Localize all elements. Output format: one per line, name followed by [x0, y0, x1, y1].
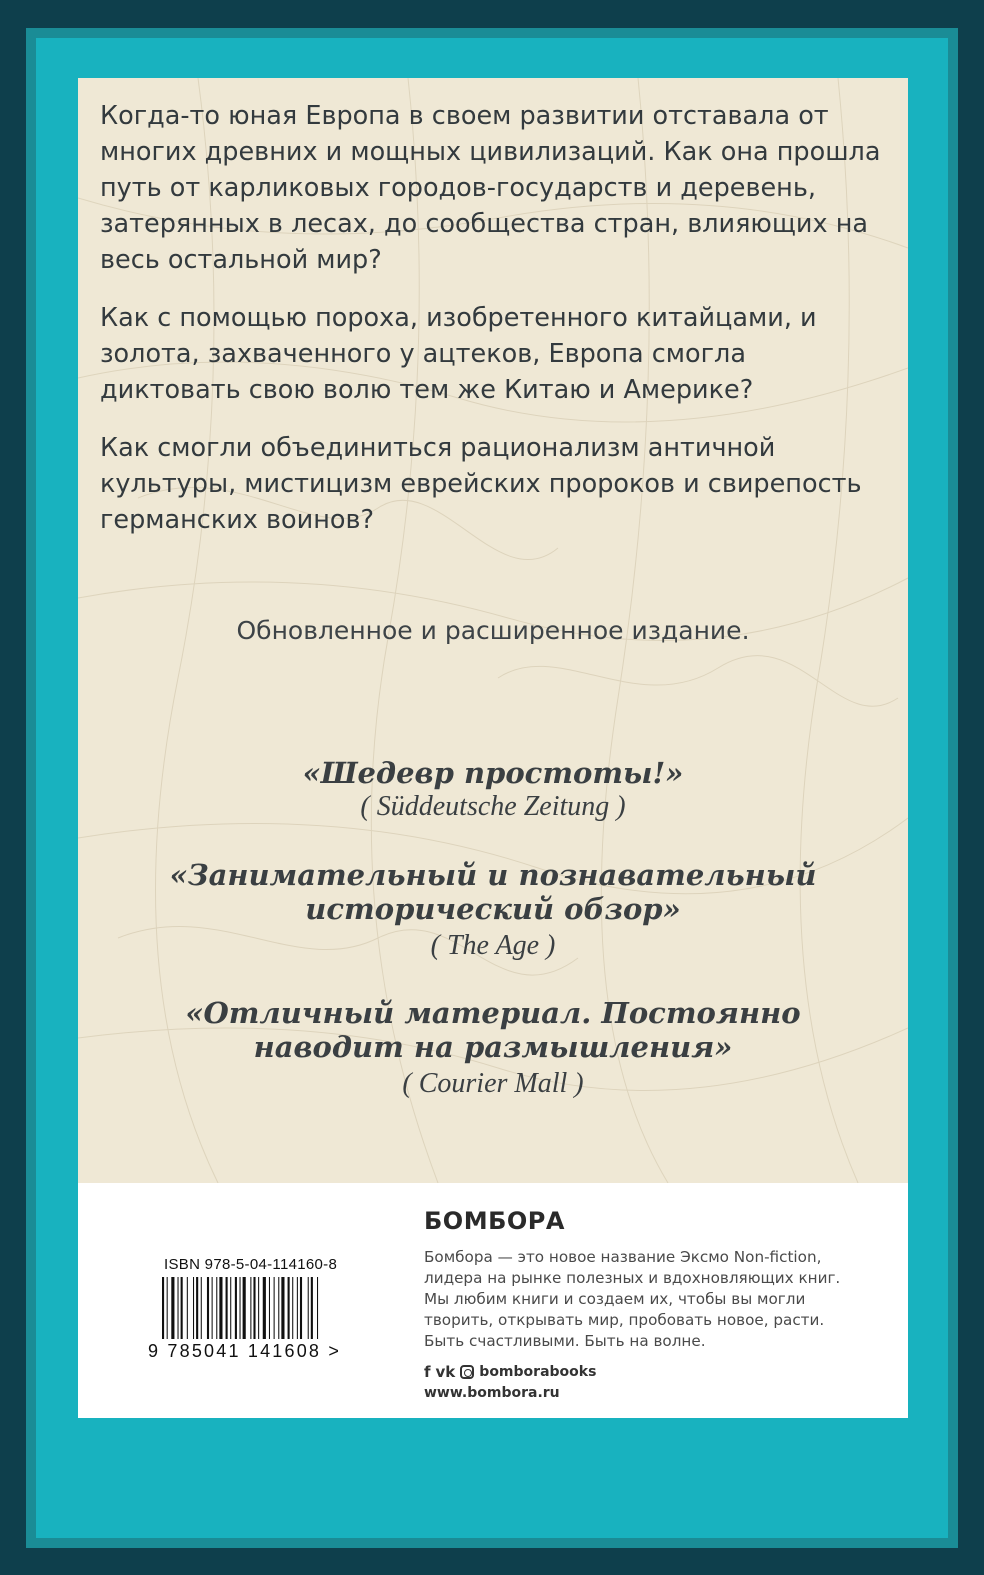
description-text [100, 98, 890, 560]
barcode-digits: 9 785041 141608 > [148, 1341, 342, 1361]
publisher-description [424, 1247, 894, 1352]
quote-3-line-1: «Отличный материал. Постоянно [185, 996, 801, 1030]
paragraph-2: Как с помощью пороха, изобретенного китайцами, и золота, захваченного у ацтеков, Европа смогла диктовать свою волю тем же Китаю и Америке? [100, 303, 817, 405]
quote-2 [78, 858, 908, 926]
barcode [162, 1277, 362, 1339]
paragraph-3: Как смогли объединиться рационализм античной культуры, мистицизм еврейских пророков и свирепость германских воинов? [100, 433, 862, 535]
description-line: лидера на рынке полезных и вдохновляющих книг. [424, 1269, 841, 1287]
book-back-cover [78, 78, 908, 1418]
vk-icon[interactable]: vk [435, 1363, 456, 1381]
quote-3-source: ( Courier Mall ) [402, 1068, 584, 1099]
quote-2-line-1: «Занимательный и познавательный [169, 858, 817, 892]
edition-note: Обновленное и расширенное издание. [236, 616, 750, 645]
website-link[interactable]: www.bombora.ru [424, 1385, 560, 1401]
quote-2-source: ( The Age ) [430, 930, 556, 961]
paragraph-1: Когда-то юная Европа в своем развитии отставала от многих древних и мощных цивилизаций. Как она прошла путь от карликовых городов-государств и деревень, затерянных в лесах, до сообщества стран, влияющих на весь остальной мир? [100, 101, 881, 275]
quote-1: «Шедевр простоты!» [302, 756, 684, 790]
description-line: творить, открывать мир, пробовать новое, расти. [424, 1311, 825, 1329]
description-line: Мы любим книги и создаем их, чтобы вы могли [424, 1290, 806, 1308]
publisher-panel [78, 1183, 908, 1418]
isbn-label: ISBN 978-5-04-114160-8 [164, 1256, 338, 1273]
quote-3-line-2: наводит на размышления» [253, 1030, 733, 1064]
description-line: Бомбора — это новое название Эксмо Non-fiction, [424, 1248, 822, 1266]
social-links [424, 1363, 596, 1381]
social-handle[interactable]: bomborabooks [479, 1364, 597, 1380]
description-line: Быть счастливыми. Быть на волне. [424, 1332, 706, 1350]
quote-3 [78, 996, 908, 1064]
quote-1-source: ( Süddeutsche Zeitung ) [360, 791, 626, 822]
publisher-name: БОМБОРА [424, 1207, 565, 1235]
instagram-icon[interactable] [460, 1365, 474, 1379]
facebook-icon[interactable]: f [424, 1363, 431, 1381]
quote-2-line-2: исторический обзор» [305, 892, 681, 926]
